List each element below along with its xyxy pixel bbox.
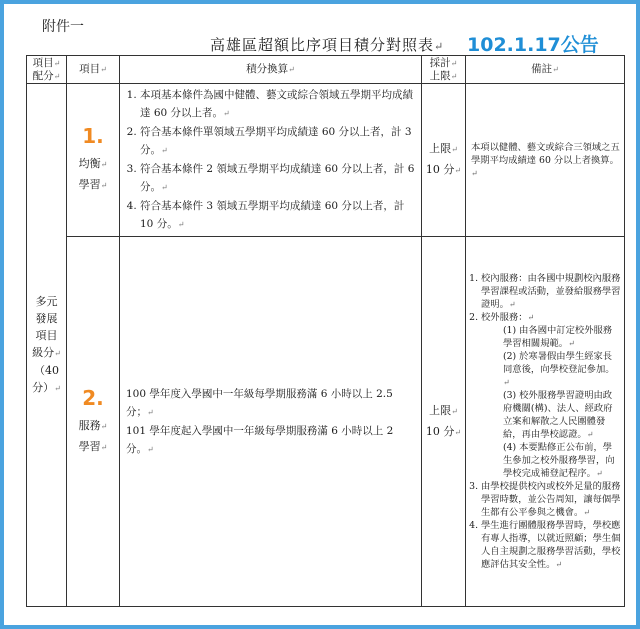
list-item <box>481 519 621 571</box>
item-name-line: 學習 <box>78 439 101 453</box>
list-item <box>481 480 621 519</box>
score-paragraph-text: 100 學年度入學國中一年級每學期服務滿 6 小時以上 2.5 分； <box>126 387 393 418</box>
paragraph-mark: ↵ <box>100 65 107 74</box>
paragraph-mark: ↵ <box>451 145 458 154</box>
limit-line: 10 分 <box>425 163 455 176</box>
header-limit-line1: 採計 <box>429 56 451 69</box>
score-item-text: 符合基本條件 3 領域五學期平均成績達 60 分以上者，計 10 分。 <box>140 200 405 230</box>
score-item-text: 本項基本條件為國中健體、藝文或綜合領域五學期平均成績達 60 分以上者。 <box>140 89 413 119</box>
category-line: 級分 <box>32 346 55 359</box>
header-category-line2: 配分 <box>32 69 54 82</box>
note-subitem-text: (3) 校外服務學習證明由政府機關(構)、法人、經政府立案和解散之人民團體發給，再由學校認證。 <box>503 390 613 440</box>
paragraph-mark: ↵ <box>454 427 462 437</box>
list-item <box>503 389 621 441</box>
item-name <box>67 154 119 196</box>
list-item <box>140 123 417 160</box>
table-row-service-learning <box>27 237 625 607</box>
paragraph-mark: ↵ <box>503 378 510 387</box>
paragraph-mark: ↵ <box>434 40 445 53</box>
note-item-text: 由學校提供校內或校外足量的服務學習時數，並公告周知，讓每個學生都有公平參與之機會。 <box>481 481 621 518</box>
paragraph-mark: ↵ <box>54 349 61 358</box>
paragraph-mark: ↵ <box>552 65 559 74</box>
category-line: 多元 <box>35 295 58 308</box>
paragraph-mark: ↵ <box>53 71 61 81</box>
paragraph-mark: ↵ <box>161 183 168 192</box>
paragraph-mark: ↵ <box>555 560 563 569</box>
score-cell <box>120 84 422 237</box>
limit-cell <box>422 84 466 237</box>
paragraph-mark: ↵ <box>471 168 478 178</box>
item-number: 2. <box>82 385 104 410</box>
list-item <box>481 311 621 480</box>
header-row <box>27 56 625 84</box>
paragraph-mark: ↵ <box>223 109 230 118</box>
header-score <box>120 56 422 84</box>
limit-line: 上限 <box>429 142 452 155</box>
attachment-label: 附件一 <box>42 19 84 35</box>
paragraph-mark: ↵ <box>147 407 154 417</box>
document-title <box>210 34 444 55</box>
header-item <box>67 56 120 84</box>
category-cell <box>27 84 67 607</box>
item-name <box>67 416 119 458</box>
paragraph-mark: ↵ <box>508 300 516 309</box>
header-limit-line2: 上限 <box>429 69 451 82</box>
score-table <box>26 55 625 607</box>
item-name-line: 服務 <box>78 418 101 432</box>
limit-line: 10 分 <box>425 424 455 438</box>
paragraph-mark: ↵ <box>595 469 603 478</box>
item-name-line: 學習 <box>78 178 101 191</box>
limit-line: 上限 <box>429 403 452 417</box>
title-text: 高雄區超額比序項目積分對照表 <box>210 36 435 54</box>
header-category-line1: 項目 <box>32 56 54 69</box>
header-item-text: 項目 <box>79 63 101 75</box>
score-paragraph <box>126 422 417 459</box>
note-item-text: 學生進行團體服務學習時，學校應有專人指導，以就近照顧；學生個人自主規劃之服務學習活動，學校應評估其安全性。 <box>481 520 621 570</box>
item-cell <box>67 237 120 607</box>
list-item <box>503 324 621 350</box>
paragraph-mark: ↵ <box>568 339 575 348</box>
category-line: 發展 <box>35 312 58 325</box>
note-subitem-text: (2) 於寒暑假由學生經家長同意後，向學校登記參加。 <box>503 351 615 375</box>
limit-cell <box>422 237 466 607</box>
note-cell <box>466 237 625 607</box>
paragraph-mark: ↵ <box>450 71 458 81</box>
item-name-line: 均衡 <box>78 157 101 170</box>
header-note-text: 備註 <box>531 63 553 75</box>
paragraph-mark: ↵ <box>100 181 108 190</box>
paragraph-mark: ↵ <box>586 430 594 439</box>
header-note <box>466 56 625 84</box>
paragraph-mark: ↵ <box>54 384 61 393</box>
list-item <box>140 160 417 197</box>
paragraph-mark: ↵ <box>288 65 295 74</box>
score-cell <box>120 237 422 607</box>
note-subitem-text: (4) 本要點修正公布前，學生參加之校外服務學習，向學校完成補登記程序。 <box>503 442 615 479</box>
header-category <box>27 56 67 84</box>
paragraph-mark: ↵ <box>451 406 458 416</box>
paragraph-mark: ↵ <box>450 58 458 68</box>
paragraph-mark: ↵ <box>161 146 168 155</box>
note-sublist <box>481 324 621 480</box>
header-score-text: 積分換算 <box>246 63 289 75</box>
paragraph-mark: ↵ <box>53 58 61 68</box>
score-item-text: 符合基本條件 2 領域五學期平均成績達 60 分以上者，計 6 分。 <box>140 163 415 193</box>
list-item <box>503 441 621 480</box>
score-paragraph-text: 101 學年度起入學國中一年級每學期服務滿 6 小時以上 2 分。 <box>126 424 394 455</box>
paragraph-mark: ↵ <box>100 421 108 431</box>
note-item-text: 校外服務： <box>481 312 528 323</box>
paragraph-mark: ↵ <box>147 444 154 454</box>
note-subitem-text: (1) 由各國中訂定校外服務學習相關規範。 <box>503 325 613 349</box>
category-line: （40 <box>34 364 59 377</box>
score-list <box>126 86 417 234</box>
paragraph-mark: ↵ <box>583 508 590 517</box>
notice-date: 102.1.17公告 <box>467 34 599 56</box>
list-item <box>481 272 621 311</box>
list-item <box>503 350 621 389</box>
paragraph-mark: ↵ <box>527 313 535 322</box>
list-item <box>140 197 417 234</box>
item-number: 1. <box>82 124 104 148</box>
list-item <box>140 86 417 123</box>
category-line: 項目 <box>35 329 58 342</box>
paragraph-mark: ↵ <box>177 220 185 229</box>
item-cell <box>67 84 120 237</box>
score-item-text: 符合基本條件單領域五學期平均成績達 60 分以上者，計 3 分。 <box>140 126 412 156</box>
paragraph-mark: ↵ <box>454 166 462 175</box>
note-cell <box>466 84 625 237</box>
score-paragraph <box>126 385 417 422</box>
note-list <box>471 272 621 571</box>
note-item-text: 校內服務：由各國中規劃校內服務學習課程或活動，並發給服務學習證明。 <box>481 273 621 310</box>
table-row-balanced-learning <box>27 84 625 237</box>
paragraph-mark: ↵ <box>100 442 108 452</box>
header-limit <box>422 56 466 84</box>
category-line: 分） <box>32 381 55 394</box>
paragraph-mark: ↵ <box>100 160 108 169</box>
note-text: 本項以健體、藝文或綜合三領域之五學期平均成績達 60 分以上者換算。 <box>471 141 620 166</box>
